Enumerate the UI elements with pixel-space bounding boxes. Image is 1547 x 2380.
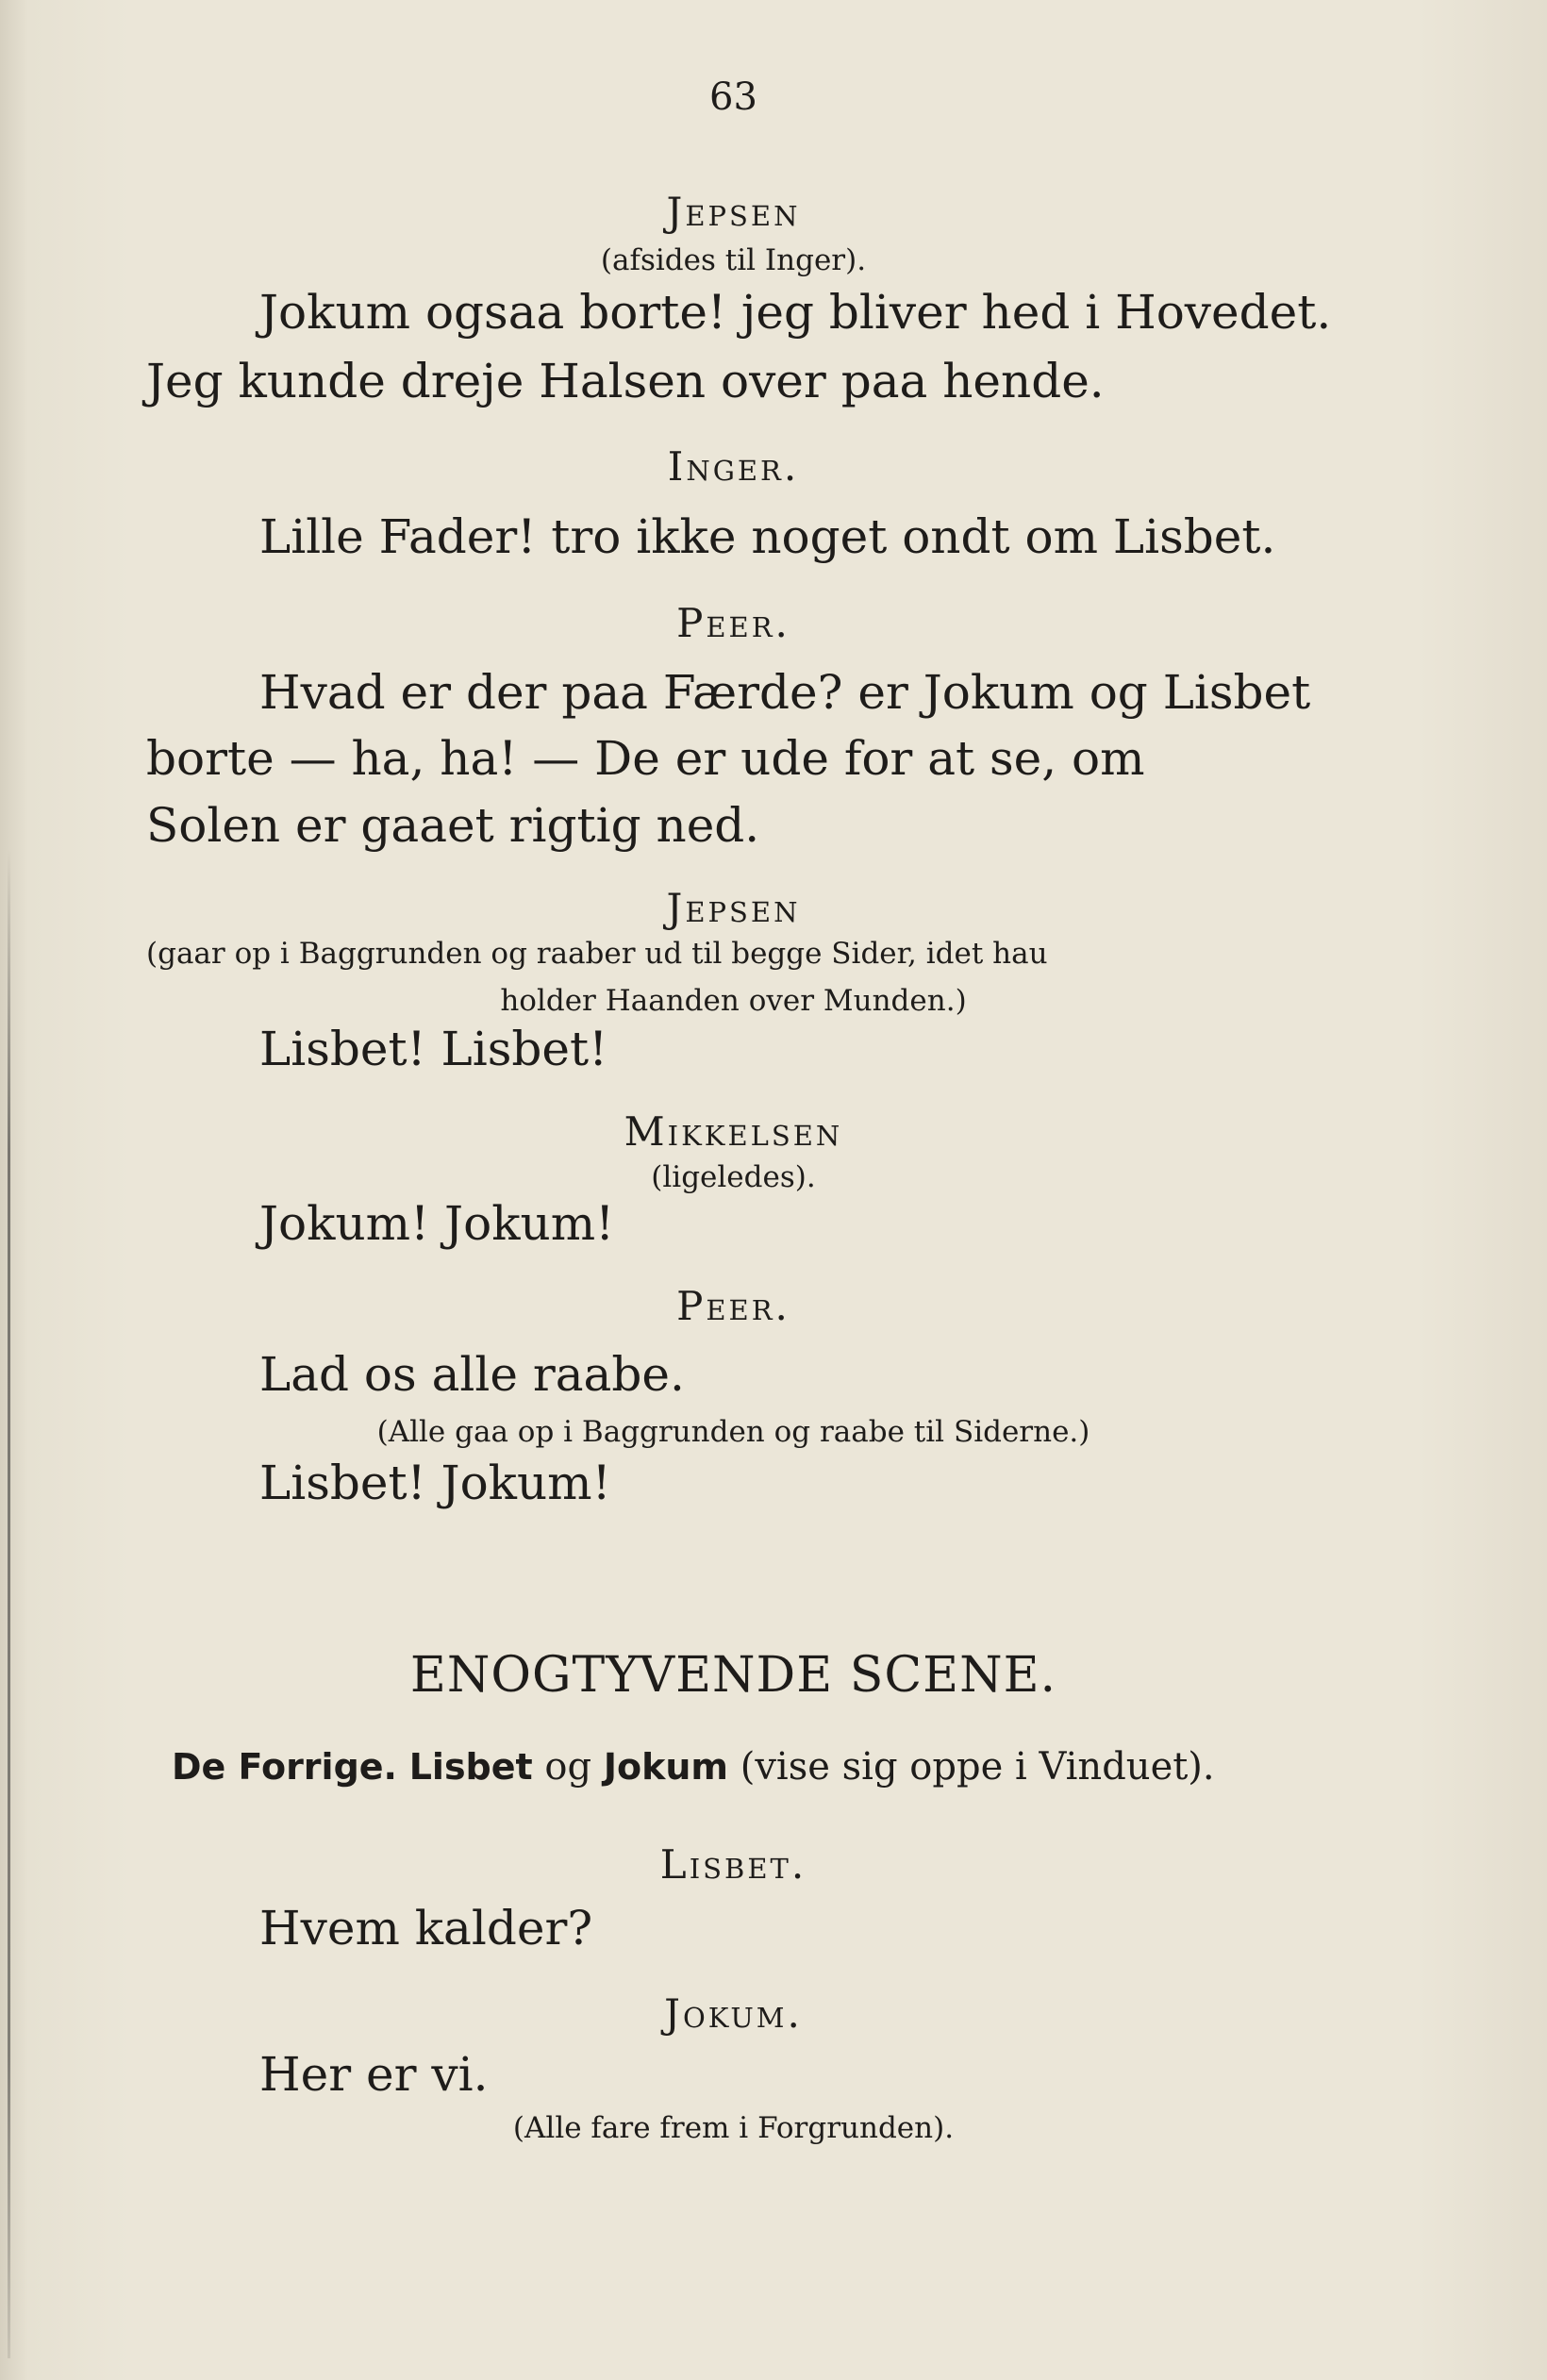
stage-direction: (afsides til Inger). [600,243,867,277]
dialogue-line: Lisbet! Jokum! [259,1456,611,1510]
dialogue-line: Jokum! Jokum! [259,1196,615,1251]
dialogue-line: Lisbet! Lisbet! [259,1022,608,1076]
dialogue-line: Jeg kunde dreje Halsen over paa hende. [146,354,1105,408]
speaker-jokum: Jokum. [664,1990,803,2037]
character-jokum: Jokum [603,1746,728,1788]
speaker-jepsen: Jepsen [666,885,801,931]
speaker-peer: Peer. [676,1283,790,1329]
dialogue-line: Her er vi. [259,2047,489,2102]
dialogue-line: Lad os alle raabe. [259,1347,685,1402]
dialogue-line: Lille Fader! tro ikke noget ondt om Lisbet. [259,509,1276,564]
stage-direction: holder Haanden over Munden.) [500,984,967,1018]
character-lisbet: Lisbet [408,1746,533,1788]
scene-title: ENOGTYVENDE SCENE. [409,1647,1057,1704]
speaker-inger: Inger. [667,443,800,490]
speaker-mikkelsen: Mikkelsen [624,1108,843,1155]
dialogue-line: Solen er gaaet rigtig ned. [146,798,760,853]
speaker-peer: Peer. [676,600,790,646]
dialogue-line: Hvem kalder? [259,1901,593,1956]
speaker-jepsen: Jepsen [666,189,801,235]
dialogue-line: borte — ha, ha! — De er ude for at se, om [146,731,1145,786]
conjunction: og [544,1745,592,1789]
scene-characters-prefix: De Forrige. [172,1746,397,1788]
dialogue-line: Jokum ogsaa borte! jeg bliver hed i Hovedet. [259,285,1332,340]
speaker-lisbet: Lisbet. [659,1841,807,1888]
stage-direction: (gaar op i Baggrunden og raaber ud til begge Sider, idet hau [146,937,1048,971]
stage-direction: (ligeledes). [651,1160,816,1194]
stage-direction: (Alle gaa op i Baggrunden og raabe til Siderne.) [376,1415,1090,1449]
dialogue-line: Hvad er der paa Færde? er Jokum og Lisbet [259,665,1311,720]
scene-characters [172,1745,1215,1789]
binding-edge [8,849,10,2358]
stage-direction: (Alle fare frem i Forgrunden). [512,2111,955,2145]
stage-direction: (vise sig oppe i Vinduet). [740,1745,1215,1789]
page-number: 63 [709,75,757,119]
